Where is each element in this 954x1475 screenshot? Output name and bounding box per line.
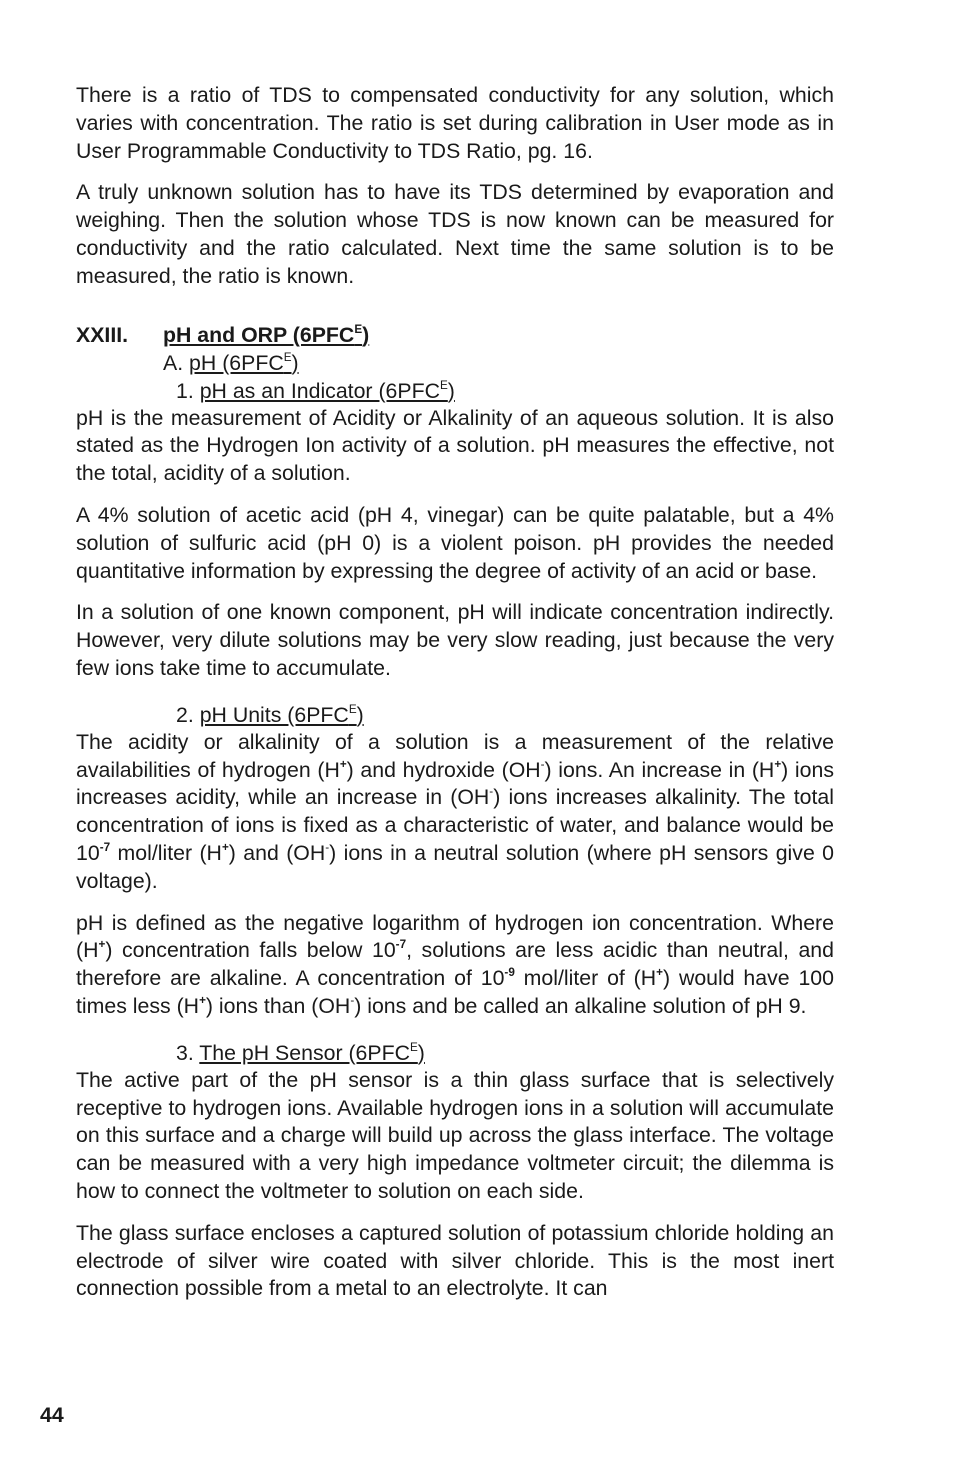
text-run: mol/liter of (H <box>514 966 657 991</box>
item-2-title-text: pH Units (6PFC <box>199 702 349 727</box>
section-title-text: pH and ORP (6PFC <box>163 322 355 347</box>
text-run: ) ions than (OH <box>205 993 351 1018</box>
item-2-paragraph-1 <box>76 729 834 896</box>
subsection-a-close: ) <box>291 350 299 375</box>
superscript-plus: + <box>221 841 229 855</box>
text-run: The acidity or alkalinity of a solution is a measurement of the relative availabilities of hydrogen (H <box>76 729 834 782</box>
item-3-prefix: 3. <box>176 1040 200 1065</box>
page-body <box>76 82 834 1303</box>
text-run: ) ions. An increase in (H <box>544 757 775 782</box>
subsection-a-title <box>189 351 299 375</box>
superscript-minus: - <box>489 785 494 799</box>
text-run: ) would have 100 times less (H <box>76 966 834 1018</box>
item-2-paragraph-2 <box>76 910 834 1021</box>
item-2-title <box>200 703 364 727</box>
superscript-plus: + <box>774 757 782 771</box>
item-3-title <box>199 1041 425 1065</box>
item-3-paragraph-1: The active part of the pH sensor is a thin glass surface that is selectively receptive to hydrogen ions. Available hydrogen ions in a solution will accumulate on this surface and a charge will build up across the glass interface. The voltage can be measured with a very high impedance voltmeter circuit; the dilemma is how to connect the voltmeter to solution on each side. <box>76 1067 834 1203</box>
item-3-paragraph-2: The glass surface encloses a captured solution of potassium chloride holding an electrode of silver wire coated with silver chloride. This is the most inert connection possible from a metal to an electrolyte. It can <box>76 1220 834 1301</box>
subsection-a-sup: E <box>283 350 292 364</box>
superscript-plus: + <box>339 757 347 771</box>
text-run: ) concentration falls below 10 <box>105 938 396 963</box>
text-run: ) and hydroxide (OH <box>346 757 541 782</box>
superscript-plus: + <box>199 994 206 1008</box>
intro-paragraph-1: There is a ratio of TDS to compensated conductivity for any solution, which varies with concentration. The ratio is set during calibration in User mode as in User Programmable Conductivity to TDS Ratio, pg. 16. <box>76 83 834 163</box>
intro-paragraph-2: A truly unknown solution has to have its TDS determined by evaporation and weighing. Then the solution whose TDS is now known can be measured for conductivity and the ratio calculated. Next time the same solution is to be measured, the ratio is known. <box>76 180 834 288</box>
item-3-close: ) <box>417 1040 425 1065</box>
section-title <box>163 321 369 349</box>
text-run: pH is defined as the negative logarithm of hydrogen ion concentration. Where (H <box>76 910 834 963</box>
item-3-heading <box>76 1039 834 1067</box>
item-2-prefix: 2. <box>176 702 200 727</box>
item-2-sup: E <box>348 702 357 716</box>
subsection-a-prefix: A. <box>163 350 190 375</box>
item-1-paragraph-1: pH is the measurement of Acidity or Alkalinity of an aqueous solution. It is also stated as the Hydrogen Ion activity of a solution. pH measures the effective, not the total, acidity of a solution. <box>76 405 834 486</box>
superscript-exponent: -7 <box>395 938 407 952</box>
subsection-a-heading <box>76 349 834 377</box>
superscript-plus: + <box>656 966 663 980</box>
item-1-sup: E <box>439 378 448 392</box>
superscript-minus: - <box>325 841 330 855</box>
superscript-plus: + <box>98 938 106 952</box>
superscript-exponent: -7 <box>99 841 111 855</box>
superscript-minus: - <box>540 757 545 771</box>
item-1-close: ) <box>447 378 455 403</box>
page-number: 44 <box>40 1403 64 1427</box>
section-title-sup: E <box>354 322 363 336</box>
item-1-title-text: pH as an Indicator (6PFC <box>199 378 440 403</box>
item-1-heading <box>76 377 834 405</box>
item-3-title-text: The pH Sensor (6PFC <box>199 1040 410 1065</box>
text-run: ) and (OH <box>228 840 326 865</box>
text-run: ) ions increases alkalinity. The total concentration of ions is fixed as a characteristic of water, and balance would be 10 <box>76 785 835 865</box>
text-run: ) ions increases acidity, while an increase in (OH <box>76 757 834 810</box>
superscript-exponent: -9 <box>504 966 515 980</box>
item-1-paragraph-2: A 4% solution of acetic acid (pH 4, vinegar) can be quite palatable, but a 4% solution of sulfuric acid (pH 0) is a violent poison. pH provides the needed quantitative information by expressing the degree of activity of an acid or base. <box>76 502 834 583</box>
text-run: , solutions are less acidic than neutral, and therefore are alkaline. A concentration of 10 <box>76 938 834 991</box>
item-1-prefix: 1. <box>176 378 200 403</box>
item-1-title <box>200 379 455 403</box>
item-3-sup: E <box>409 1040 418 1054</box>
text-run: ) ions and be called an alkaline solution of pH 9. <box>354 993 807 1018</box>
item-2-close: ) <box>356 702 364 727</box>
subsection-a-title-text: pH (6PFC <box>189 350 284 375</box>
text-run: ) ions in a neutral solution (where pH sensors give 0 voltage). <box>76 840 835 893</box>
superscript-minus: - <box>350 994 355 1008</box>
item-1-paragraph-3: In a solution of one known component, pH will indicate concentration indirectly. However, very dilute solutions may be very slow reading, just because the very few ions take time to accumulate. <box>76 600 834 680</box>
item-2-heading <box>76 701 834 729</box>
section-title-close: ) <box>362 322 370 347</box>
text-run: mol/liter (H <box>110 840 222 865</box>
section-heading <box>76 321 834 349</box>
section-number: XXIII. <box>76 322 129 347</box>
